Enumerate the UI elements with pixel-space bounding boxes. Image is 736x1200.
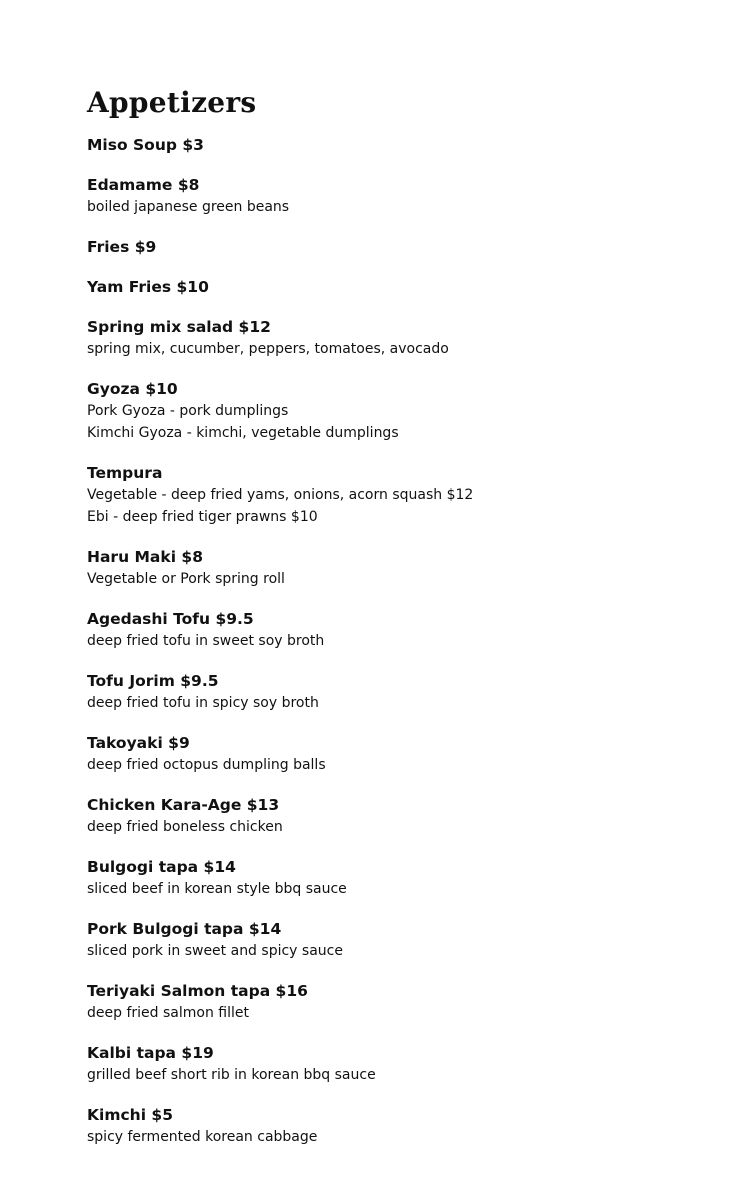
menu-item [87,981,707,1024]
menu-item [87,795,707,838]
menu-item [87,463,707,528]
menu-item-name: Haru Maki $8 [87,548,203,566]
menu-item-name: Edamame $8 [87,176,200,194]
menu-item-description: deep fried tofu in spicy soy broth [87,695,319,711]
menu-item-description: Vegetable - deep fried yams, onions, acorn squash $12 [87,487,474,503]
menu-item [87,135,707,156]
menu-item [87,671,707,714]
menu-item-name: Miso Soup $3 [87,136,204,154]
menu-item [87,919,707,962]
menu-item-description: deep fried octopus dumpling balls [87,757,326,773]
menu-item [87,317,707,360]
menu-item-name: Kimchi $5 [87,1106,173,1124]
menu-item-name: Chicken Kara-Age $13 [87,796,280,814]
menu-item-name: Gyoza $10 [87,380,178,398]
menu-item-description: sliced pork in sweet and spicy sauce [87,943,343,959]
menu-item [87,547,707,590]
menu-item-description: boiled japanese green beans [87,199,290,215]
menu-item-name: Bulgogi tapa $14 [87,858,236,876]
menu-item [87,277,707,298]
menu-item [87,175,707,218]
menu-item-list [87,135,707,1148]
menu-item-name: Teriyaki Salmon tapa $16 [87,982,308,1000]
menu-item-name: Takoyaki $9 [87,734,190,752]
menu-item-name: Spring mix salad $12 [87,318,271,336]
section-title: Appetizers [87,86,257,119]
menu-page [87,84,707,1167]
menu-item [87,609,707,652]
menu-item [87,237,707,258]
menu-item-description: grilled beef short rib in korean bbq sauce [87,1067,376,1083]
menu-item-description: deep fried salmon fillet [87,1005,249,1021]
menu-item [87,1105,707,1148]
menu-item-description: sliced beef in korean style bbq sauce [87,881,347,897]
menu-item-description: deep fried tofu in sweet soy broth [87,633,325,649]
menu-item-name: Agedashi Tofu $9.5 [87,610,254,628]
menu-item-name: Kalbi tapa $19 [87,1044,214,1062]
menu-item [87,379,707,444]
menu-item-name: Yam Fries $10 [87,278,209,296]
menu-item [87,857,707,900]
menu-item-description: spicy fermented korean cabbage [87,1129,318,1145]
menu-item-description: spring mix, cucumber, peppers, tomatoes, avocado [87,341,449,357]
menu-item-description: Kimchi Gyoza - kimchi, vegetable dumplings [87,425,399,441]
menu-item-description: Ebi - deep fried tiger prawns $10 [87,509,318,525]
menu-item-name: Tempura [87,464,163,482]
menu-item-description: deep fried boneless chicken [87,819,283,835]
menu-item-name: Tofu Jorim $9.5 [87,672,219,690]
menu-item-name: Pork Bulgogi tapa $14 [87,920,282,938]
menu-item-description: Pork Gyoza - pork dumplings [87,403,289,419]
menu-item-description: Vegetable or Pork spring roll [87,571,285,587]
menu-item-name: Fries $9 [87,238,157,256]
menu-item [87,1043,707,1086]
menu-item [87,733,707,776]
